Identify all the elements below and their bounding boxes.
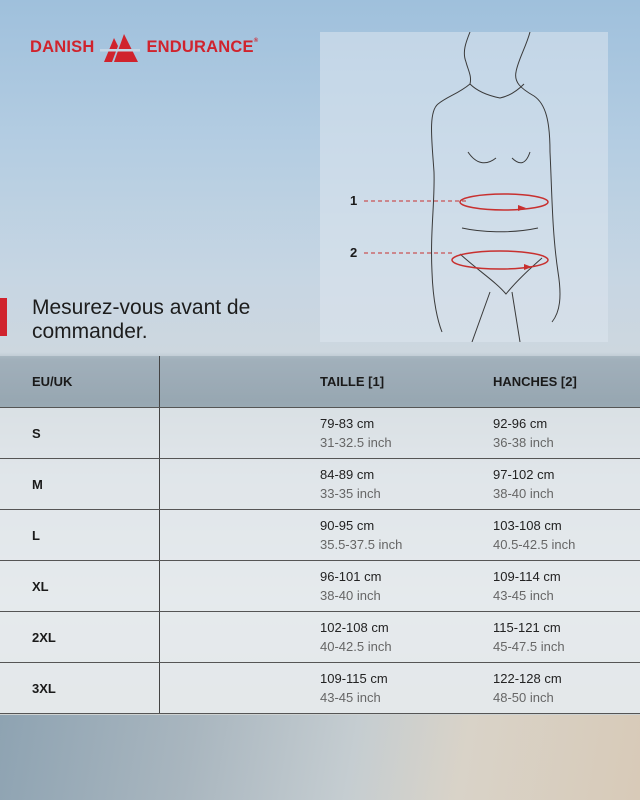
hips-inch: 45-47.5 inch <box>493 639 565 654</box>
size-label: S <box>0 408 160 458</box>
size-label: XL <box>0 561 160 611</box>
waist-cm: 79-83 cm <box>320 416 375 431</box>
brand-logo <box>30 32 258 62</box>
waist-cm: 90-95 cm <box>320 518 375 533</box>
waist-inch: 33-35 inch <box>320 486 381 501</box>
table-row <box>0 612 640 663</box>
size-label: M <box>0 459 160 509</box>
hips-cm: 122-128 cm <box>493 671 562 686</box>
waist-inch: 31-32.5 inch <box>320 435 392 450</box>
waist-cm: 84-89 cm <box>320 467 375 482</box>
hips-inch: 38-40 inch <box>493 486 554 501</box>
size-label: 2XL <box>0 612 160 662</box>
size-chart-table <box>0 356 640 714</box>
waist-cm: 96-101 cm <box>320 569 382 584</box>
page-title: Mesurez-vous avant de commander. <box>32 296 251 343</box>
waist-inch: 35.5-37.5 inch <box>320 537 403 552</box>
svg-text:1: 1 <box>350 193 358 208</box>
hips-inch: 43-45 inch <box>493 588 554 603</box>
table-header <box>0 356 640 408</box>
brand-name-right: ENDURANCE® <box>146 37 259 56</box>
hips-cm: 92-96 cm <box>493 416 548 431</box>
table-row <box>0 663 640 714</box>
waist-inch: 40-42.5 inch <box>320 639 392 654</box>
waist-inch: 43-45 inch <box>320 690 381 705</box>
measurement-arrows <box>320 32 608 342</box>
measurement-figure <box>320 32 608 342</box>
header-waist: TAILLE [1] <box>320 374 385 389</box>
headline-accent-bar <box>0 298 7 336</box>
hips-cm: 97-102 cm <box>493 467 555 482</box>
table-row <box>0 459 640 510</box>
beach-background <box>0 715 640 800</box>
waist-cm: 102-108 cm <box>320 620 389 635</box>
hips-cm: 115-121 cm <box>493 620 561 635</box>
mountain-logo-icon <box>100 32 140 62</box>
hips-inch: 48-50 inch <box>493 690 554 705</box>
header-size: EU/UK <box>0 356 160 407</box>
waist-inch: 38-40 inch <box>320 588 381 603</box>
hips-inch: 36-38 inch <box>493 435 554 450</box>
waist-cm: 109-115 cm <box>320 671 388 686</box>
table-row <box>0 561 640 612</box>
hips-inch: 40.5-42.5 inch <box>493 537 576 552</box>
table-row <box>0 408 640 459</box>
hips-cm: 109-114 cm <box>493 569 561 584</box>
header-hips: HANCHES [2] <box>493 374 577 389</box>
size-label: 3XL <box>0 663 160 713</box>
brand-name-left: DANISH <box>30 37 95 56</box>
hips-cm: 103-108 cm <box>493 518 562 533</box>
size-label: L <box>0 510 160 560</box>
table-row <box>0 510 640 561</box>
svg-text:2: 2 <box>350 245 358 260</box>
